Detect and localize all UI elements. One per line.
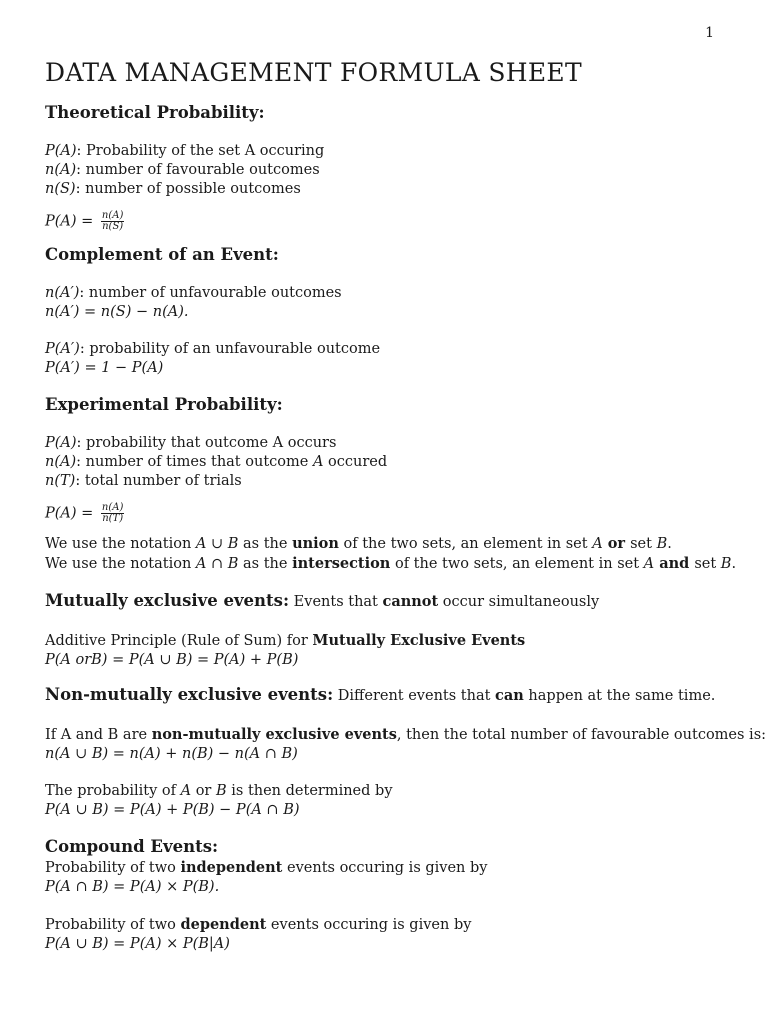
text: We use the notation: [45, 556, 196, 572]
math-variable: A: [312, 454, 324, 470]
definition-text: : number of unfavourable outcomes: [79, 285, 342, 301]
bold-term: dependent: [180, 916, 267, 933]
bold-term: non-mutually exclusive events: [151, 726, 397, 743]
math-symbol: n(A): [45, 162, 77, 178]
independent-line: [45, 858, 725, 878]
text: of the two sets, an element in set: [338, 536, 593, 552]
text: of the two sets, an element in set: [390, 556, 644, 572]
fraction: [101, 211, 124, 232]
formula-line: P(A ∪ B) = P(A) + P(B) − P(A ∩ B): [45, 802, 300, 818]
definition-text: : number of possible outcomes: [75, 181, 301, 197]
text: If A and B are: [45, 727, 152, 743]
inline-description: [333, 688, 715, 704]
bold-term: or: [602, 535, 631, 552]
inline-description: [289, 594, 599, 610]
definition-line: [45, 434, 725, 453]
text: set: [694, 556, 721, 572]
definition-text: : number of favourable outcomes: [76, 162, 320, 178]
formula-line: [45, 503, 725, 524]
text: events occuring is given by: [282, 860, 488, 876]
formula-line: P(A ∩ B) = P(A) × P(B).: [45, 879, 220, 895]
text: as the: [238, 536, 293, 552]
probability-line: [45, 782, 725, 801]
fraction-denominator: n(T): [102, 513, 124, 524]
dependent-line: [45, 915, 725, 935]
formula-lhs: P(A) =: [45, 505, 94, 522]
formula-line: P(A orB) = P(A ∪ B) = P(A) + P(B): [45, 652, 299, 668]
heading-complement-of-an-event: Complement of an Event:: [45, 245, 279, 264]
text: as the: [238, 556, 293, 572]
definition-line: [45, 161, 725, 180]
formula-line: [45, 211, 725, 232]
heading-compound-events: Compound Events:: [45, 837, 219, 856]
text: .: [731, 556, 737, 572]
intersection-notation-line: [45, 554, 737, 574]
text: .: [667, 536, 672, 552]
text: Additive Principle (Rule of Sum) for: [45, 633, 313, 649]
fraction-numerator: n(A): [101, 502, 124, 513]
definition-line: [45, 472, 725, 491]
bold-term: cannot: [382, 593, 439, 610]
math-symbol: A ∩ B: [195, 556, 239, 572]
math-symbol: n(S): [45, 181, 76, 197]
formula-line: P(A ∪ B) = P(A) × P(B|A): [45, 936, 230, 952]
bold-term: union: [292, 535, 339, 552]
text: Different events that: [333, 688, 496, 704]
math-variable: A: [643, 556, 655, 572]
math-variable: B: [720, 556, 732, 572]
text: Probability of two: [45, 860, 181, 876]
fraction: [101, 503, 124, 524]
math-symbol: P(A): [45, 435, 77, 451]
heading-experimental-probability: Experimental Probability:: [45, 395, 283, 414]
bold-term: and: [654, 555, 695, 572]
math-symbol: n(A′): [45, 285, 80, 301]
heading-theoretical-probability: Theoretical Probability:: [45, 103, 265, 122]
formula-lhs: P(A) =: [45, 213, 94, 230]
definition-text: : number of times that outcome: [76, 454, 313, 470]
definition-line: [45, 453, 725, 472]
definition-text: : probability of an unfavourable outcome: [79, 341, 381, 357]
definition-line: [45, 284, 725, 303]
math-symbol: A ∪ B: [195, 536, 239, 552]
math-variable: B: [656, 536, 668, 552]
formula-line: n(A ∪ B) = n(A) + n(B) − n(A ∩ B): [45, 746, 298, 762]
text: Probability of two: [45, 917, 181, 933]
heading-text: Mutually exclusive events:: [45, 591, 290, 610]
bold-term: can: [495, 687, 524, 704]
math-variable: A: [592, 536, 603, 552]
text: The probability of: [45, 783, 181, 799]
text: We use the notation: [45, 536, 196, 552]
page-content: [45, 57, 767, 954]
page-title: DATA MANAGEMENT FORMULA SHEET: [45, 58, 582, 87]
bold-term: Mutually Exclusive Events: [312, 632, 526, 649]
math-symbol: n(T): [45, 473, 76, 489]
heading-mutually-exclusive-events: [45, 590, 725, 613]
text: set: [630, 536, 657, 552]
definition-line: [45, 340, 725, 359]
text: Events that: [289, 594, 383, 610]
text: , then the total number of favourable outcomes is:: [396, 727, 767, 743]
text: or: [191, 783, 216, 799]
text: events occuring is given by: [266, 917, 472, 933]
definition-text: : Probability of the set A occuring: [76, 143, 325, 159]
union-notation-line: [45, 534, 725, 554]
fraction-numerator: n(A): [101, 210, 124, 221]
bold-term: independent: [180, 859, 283, 876]
formula-line: P(A′) = 1 − P(A): [45, 360, 164, 376]
fraction-denominator: n(S): [102, 221, 124, 232]
definition-line: [45, 142, 725, 161]
heading-text: Non-mutually exclusive events:: [45, 685, 334, 704]
math-variable: B: [215, 783, 227, 799]
condition-line: [45, 725, 767, 745]
bold-term: intersection: [292, 555, 391, 572]
text: occur simultaneously: [438, 594, 600, 610]
definition-text: : probability that outcome A occurs: [76, 435, 337, 451]
text: happen at the same time.: [523, 688, 716, 704]
math-symbol: P(A′): [45, 341, 80, 357]
math-symbol: P(A): [45, 143, 77, 159]
page-number: 1: [705, 25, 714, 41]
formula-line: n(A′) = n(S) − n(A).: [45, 304, 189, 320]
definition-text: : total number of trials: [75, 473, 242, 489]
heading-non-mutually-exclusive-events: [45, 684, 725, 707]
definition-line: [45, 180, 725, 199]
math-variable: A: [180, 783, 192, 799]
definition-text: occured: [323, 454, 388, 470]
math-symbol: n(A): [45, 454, 77, 470]
additive-principle-line: [45, 631, 725, 651]
text: is then determined by: [226, 783, 393, 799]
